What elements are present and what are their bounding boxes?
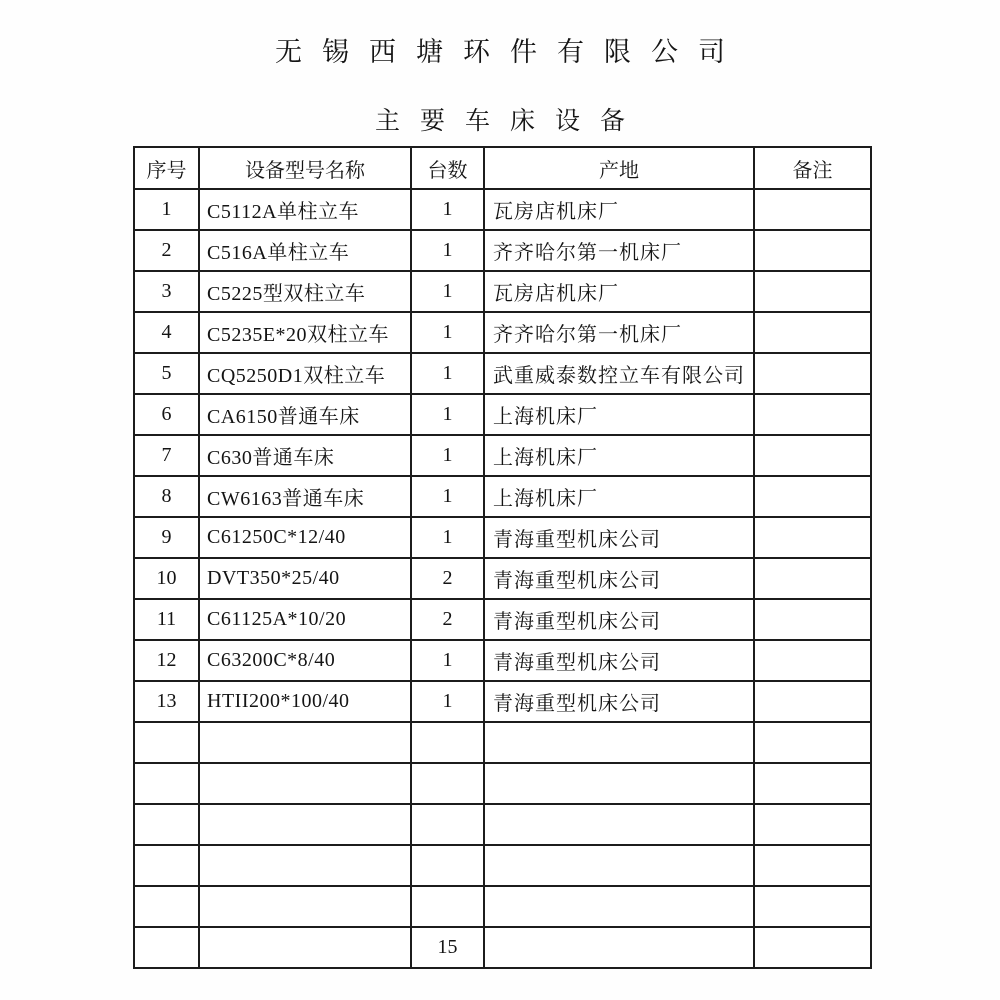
cell-qty <box>411 886 484 927</box>
table-row <box>134 394 871 435</box>
header-origin: 产地 <box>484 147 754 189</box>
cell-qty: 1 <box>411 517 484 558</box>
cell-remark <box>754 640 871 681</box>
cell-qty: 1 <box>411 353 484 394</box>
cell-origin <box>484 927 754 968</box>
cell-qty: 1 <box>411 640 484 681</box>
cell-model: C61250C*12/40 <box>199 517 411 558</box>
cell-no: 4 <box>134 312 199 353</box>
cell-remark <box>754 517 871 558</box>
cell-model: C516A单柱立车 <box>199 230 411 271</box>
cell-qty: 1 <box>411 312 484 353</box>
table-row <box>134 640 871 681</box>
cell-remark <box>754 845 871 886</box>
cell-origin: 武重威泰数控立车有限公司 <box>484 353 754 394</box>
cell-remark <box>754 271 871 312</box>
table-row <box>134 517 871 558</box>
cell-qty: 15 <box>411 927 484 968</box>
cell-no <box>134 845 199 886</box>
table-row <box>134 558 871 599</box>
cell-qty <box>411 763 484 804</box>
table-row <box>134 353 871 394</box>
cell-no: 3 <box>134 271 199 312</box>
cell-qty: 1 <box>411 476 484 517</box>
cell-remark <box>754 804 871 845</box>
cell-model: C63200C*8/40 <box>199 640 411 681</box>
cell-origin <box>484 722 754 763</box>
cell-remark <box>754 312 871 353</box>
table-row <box>134 271 871 312</box>
table-row <box>134 312 871 353</box>
cell-model: DVT350*25/40 <box>199 558 411 599</box>
empty-row <box>134 845 871 886</box>
cell-no: 6 <box>134 394 199 435</box>
cell-no <box>134 763 199 804</box>
cell-model: C5112A单柱立车 <box>199 189 411 230</box>
cell-no <box>134 927 199 968</box>
cell-no: 9 <box>134 517 199 558</box>
cell-no: 2 <box>134 230 199 271</box>
empty-row <box>134 722 871 763</box>
cell-remark <box>754 927 871 968</box>
cell-origin: 上海机床厂 <box>484 394 754 435</box>
cell-origin <box>484 886 754 927</box>
cell-qty <box>411 845 484 886</box>
equipment-table <box>133 146 872 969</box>
header-remark: 备注 <box>754 147 871 189</box>
cell-qty <box>411 804 484 845</box>
cell-model <box>199 763 411 804</box>
empty-row <box>134 886 871 927</box>
header-no: 序号 <box>134 147 199 189</box>
company-title: 无锡西塘环件有限公司 <box>275 37 745 67</box>
cell-origin: 青海重型机床公司 <box>484 599 754 640</box>
cell-model: C61125A*10/20 <box>199 599 411 640</box>
cell-remark <box>754 681 871 722</box>
cell-remark <box>754 394 871 435</box>
cell-remark <box>754 886 871 927</box>
cell-origin: 瓦房店机床厂 <box>484 189 754 230</box>
cell-model: HTII200*100/40 <box>199 681 411 722</box>
cell-origin <box>484 845 754 886</box>
cell-no: 11 <box>134 599 199 640</box>
cell-qty: 1 <box>411 394 484 435</box>
cell-remark <box>754 599 871 640</box>
cell-qty <box>411 722 484 763</box>
cell-origin: 青海重型机床公司 <box>484 681 754 722</box>
cell-origin: 齐齐哈尔第一机床厂 <box>484 312 754 353</box>
cell-model <box>199 886 411 927</box>
cell-model: C5235E*20双柱立车 <box>199 312 411 353</box>
cell-no: 13 <box>134 681 199 722</box>
table-row <box>134 681 871 722</box>
cell-model: C5225型双柱立车 <box>199 271 411 312</box>
cell-qty: 1 <box>411 435 484 476</box>
cell-remark <box>754 476 871 517</box>
cell-model: CQ5250D1双柱立车 <box>199 353 411 394</box>
total-row <box>134 927 871 968</box>
cell-model: CA6150普通车床 <box>199 394 411 435</box>
cell-qty: 2 <box>411 599 484 640</box>
table-row <box>134 189 871 230</box>
cell-model <box>199 722 411 763</box>
table-row <box>134 599 871 640</box>
cell-qty: 1 <box>411 271 484 312</box>
cell-remark <box>754 189 871 230</box>
header-model: 设备型号名称 <box>199 147 411 189</box>
equipment-table-body <box>134 189 871 968</box>
cell-remark <box>754 558 871 599</box>
cell-no: 1 <box>134 189 199 230</box>
cell-origin <box>484 763 754 804</box>
table-row <box>134 476 871 517</box>
cell-origin: 瓦房店机床厂 <box>484 271 754 312</box>
cell-no <box>134 804 199 845</box>
empty-row <box>134 763 871 804</box>
cell-remark <box>754 353 871 394</box>
cell-no: 5 <box>134 353 199 394</box>
empty-row <box>134 804 871 845</box>
cell-remark <box>754 722 871 763</box>
cell-remark <box>754 435 871 476</box>
table-title: 主要车床设备 <box>374 108 645 135</box>
cell-origin: 青海重型机床公司 <box>484 640 754 681</box>
cell-origin: 青海重型机床公司 <box>484 517 754 558</box>
header-qty: 台数 <box>411 147 484 189</box>
cell-origin <box>484 804 754 845</box>
cell-remark <box>754 230 871 271</box>
cell-origin: 上海机床厂 <box>484 435 754 476</box>
cell-no <box>134 722 199 763</box>
cell-origin: 青海重型机床公司 <box>484 558 754 599</box>
cell-no: 7 <box>134 435 199 476</box>
table-row <box>134 435 871 476</box>
cell-qty: 1 <box>411 681 484 722</box>
cell-model: CW6163普通车床 <box>199 476 411 517</box>
cell-model <box>199 804 411 845</box>
cell-model <box>199 927 411 968</box>
cell-no <box>134 886 199 927</box>
cell-origin: 齐齐哈尔第一机床厂 <box>484 230 754 271</box>
cell-origin: 上海机床厂 <box>484 476 754 517</box>
cell-no: 12 <box>134 640 199 681</box>
cell-qty: 1 <box>411 189 484 230</box>
cell-remark <box>754 763 871 804</box>
header-row <box>134 147 871 189</box>
cell-qty: 1 <box>411 230 484 271</box>
cell-model: C630普通车床 <box>199 435 411 476</box>
table-row <box>134 230 871 271</box>
cell-qty: 2 <box>411 558 484 599</box>
cell-model <box>199 845 411 886</box>
cell-no: 10 <box>134 558 199 599</box>
cell-no: 8 <box>134 476 199 517</box>
